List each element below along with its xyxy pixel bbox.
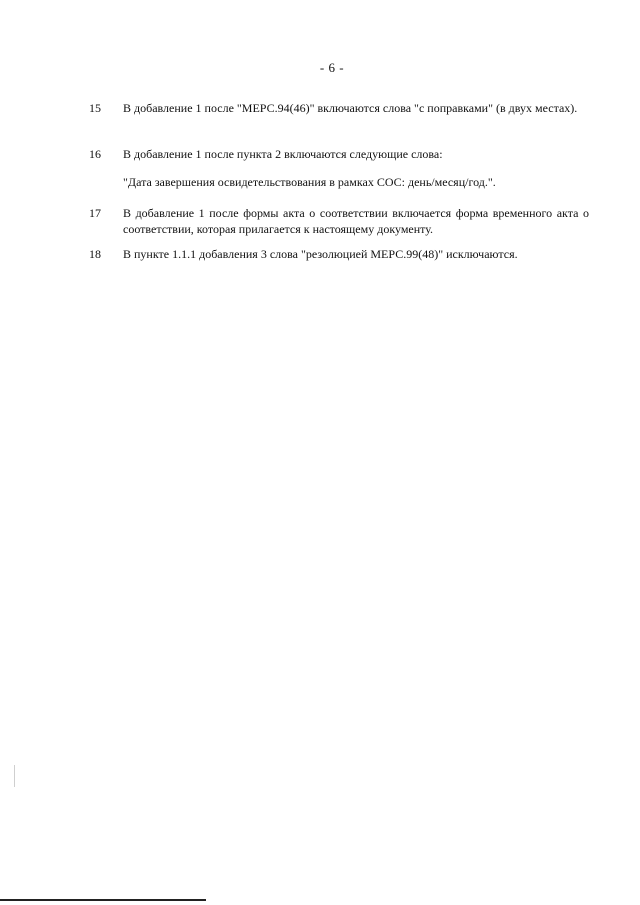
item-text: В добавление 1 после пункта 2 включаются следующие слова: (123, 147, 443, 161)
page-number: - 6 - (319, 60, 345, 75)
item-number: 16 (89, 147, 101, 161)
item-text: В добавление 1 после формы акта о соответствии включается форма временного акта о соответствии, которая прилагается к настоящему документу. (123, 206, 589, 236)
item-text: В пункте 1.1.1 добавления 3 слова "резолюцией МЕРС.99(48)" исключаются. (123, 247, 518, 261)
item-number: 15 (89, 101, 101, 115)
item-number: 18 (89, 247, 101, 261)
item-quote: "Дата завершения освидетельствования в рамках СОС: день/месяц/год.". (123, 175, 496, 189)
item-number: 17 (89, 206, 101, 220)
footer-rule (0, 899, 206, 901)
scan-edge-mark (14, 765, 15, 787)
item-text: В добавление 1 после "МЕРС.94(46)" включаются слова "с поправками" (в двух местах). (123, 101, 578, 115)
